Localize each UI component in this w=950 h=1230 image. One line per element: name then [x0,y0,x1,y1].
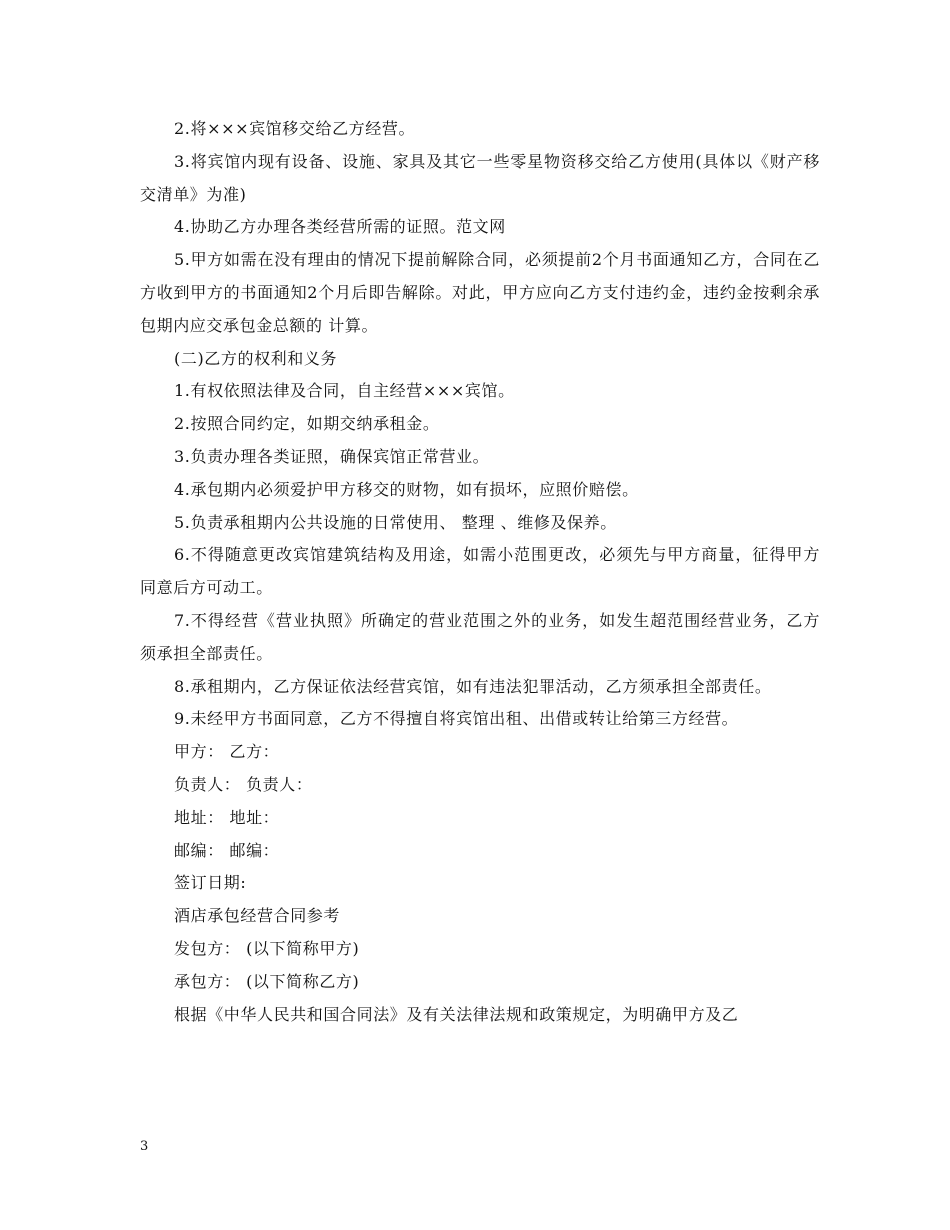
paragraph: 2.将×××宾馆移交给乙方经营。 [174,119,416,138]
paragraph: 1.有权依照法律及合同，自主经营×××宾馆。 [174,381,515,401]
paragraph: 3.负责办理各类证照，确保宾馆正常营业。 [174,446,490,466]
paragraph: 根据《中华人民共和国合同法》及有关法律法规和政策规定，为明确甲方及乙 [174,1004,739,1024]
paragraph: 4.承包期内必须爱护甲方移交的财物，如有损坏，应照价赔偿。 [174,479,639,499]
section-heading: (二)乙方的权利和义务 [174,348,338,368]
paragraph: 5.负责承租期内公共设施的日常使用、 整理 、维修及保养。 [174,512,617,532]
paragraph: 8.承租期内，乙方保证依法经营宾馆，如有违法犯罪活动，乙方须承担全部责任。 [174,676,772,696]
page-number: 3 [140,1139,149,1154]
contract-title: 酒店承包经营合同参考 [174,906,341,926]
signature-responsible-line: 负责人： 负责人： [174,774,313,794]
paragraph: 7.不得经营《营业执照》所确定的营业范围之外的业务，如发生超范围经营业务，乙方须承担全部责任。 [140,610,820,663]
paragraph: 3.将宾馆内现有设备、设施、家具及其它一些零星物资移交给乙方使用(具体以《财产移交清单》为准) [140,151,820,204]
paragraph: 6.不得随意更改宾馆建筑结构及用途，如需小范围更改，必须先与甲方商量，征得甲方同意后方可动工。 [140,545,820,598]
signing-date-line: 签订日期: [174,873,247,893]
signature-party-line: 甲方： 乙方： [174,742,280,762]
signature-address-line: 地址： 地址： [174,807,280,827]
contractee-line: 承包方： (以下简称乙方) [174,971,360,991]
paragraph: 2.按照合同约定，如期交纳承租金。 [174,414,440,434]
contractor-line: 发包方： (以下简称甲方) [174,938,360,958]
document-body [140,113,820,1031]
paragraph: 4.协助乙方办理各类经营所需的证照。范文网 [174,217,506,237]
paragraph: 9.未经甲方书面同意，乙方不得擅自将宾馆出租、出借或转让给第三方经营。 [174,709,739,729]
signature-postcode-line: 邮编： 邮编： [174,840,280,860]
paragraph: 5.甲方如需在没有理由的情况下提前解除合同，必须提前2个月书面通知乙方，合同在乙方收到甲方的书面通知2个月后即告解除。对此，甲方应向乙方支付违约金，违约金按剩余承包期内应交承包金总额的 计算。 [140,250,820,335]
